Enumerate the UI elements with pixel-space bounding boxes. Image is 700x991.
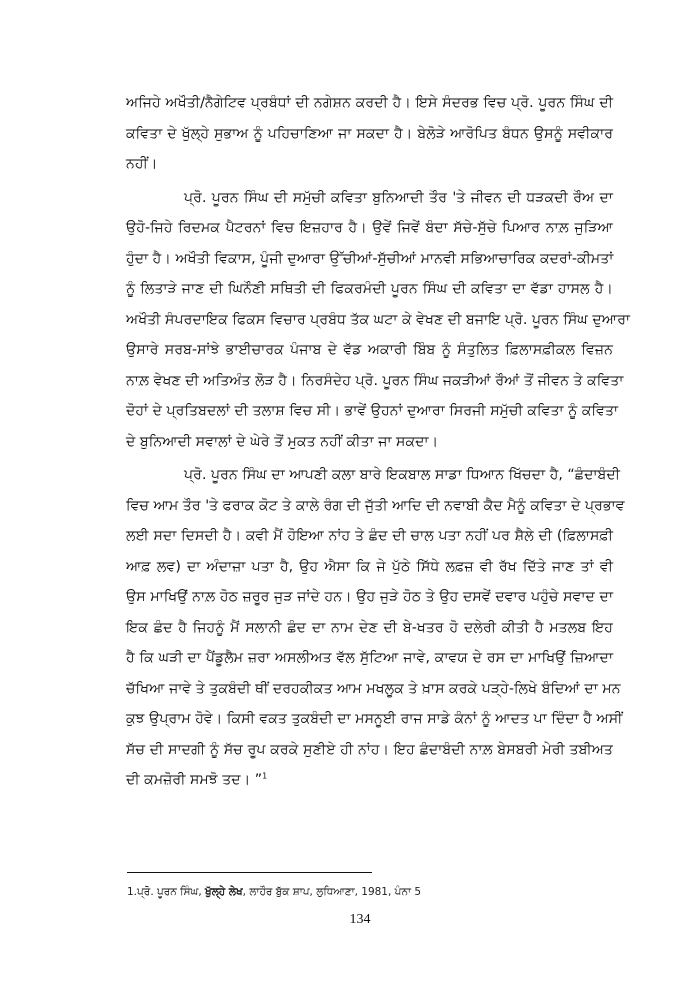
text-line: ਅਖੌਤੀ ਸੰਪਰਦਾਇਕ ਫਿਕਸ ਵਿਚਾਰ ਪ੍ਰਬੰਧ ਤੱਕ ਘਟਾ ਕੇ ਵੇਖਣ ਦੀ ਬਜਾਇ ਪ੍ਰੋ. ਪੂਰਨ ਸਿੰਘ ਦੁਆਰਾ <box>126 311 631 328</box>
text-line: ਲਈ ਸਦਾ ਦਿਸਦੀ ਹੈ। ਕਵੀ ਮੈਂ ਹੋਇਆ ਨਾਂਹ ਤੇ ਛੰਦ ਦੀ ਚਾਲ ਪਤਾ ਨਹੀਂ ਪਰ ਸ਼ੈਲੇ ਦੀ (ਫ਼ਿਲਾਸਫ਼ੀ <box>126 528 613 544</box>
footnote-author: ਪ੍ਰੋ. ਪੂਰਨ ਸਿੰਘ, <box>137 886 206 898</box>
text-line: ਦੇ ਬੁਨਿਆਦੀ ਸਵਾਲਾਂ ਦੇ ਘੇਰੇ ਤੋਂ ਮੁਕਤ ਨਹੀਂ ਕੀਤਾ ਜਾ ਸਕਦਾ। <box>126 433 439 450</box>
text-line: ਆਫ਼ ਲਵ) ਦਾ ਅੰਦਾਜ਼ਾ ਪਤਾ ਹੈ, ਉਹ ਐਸਾ ਕਿ ਜੇ ਪੁੱਠੇ ਸਿੱਧੇ ਲਫ਼ਜ਼ ਵੀ ਰੱਖ ਦਿੱਤੇ ਜਾਣ ਤਾਂ ਵੀ <box>126 558 613 575</box>
text-line: ਨਹੀਂ। <box>126 156 158 172</box>
text-line-final <box>126 765 613 796</box>
text-line: ਚੱਖਿਆ ਜਾਵੇ ਤੇ ਤੁਕਬੰਦੀ ਥੀਂ ਦਰਹਕੀਕਤ ਆਮ ਮਖਲੂਕ ਤੇ ਖ਼ਾਸ ਕਰਕੇ ਪੜ੍ਹੇ-ਲਿਖੇ ਬੰਦਿਆਂ ਦਾ ਮਨ <box>126 680 621 697</box>
text-line: ਹੁੰਦਾ ਹੈ। ਅਖੌਤੀ ਵਿਕਾਸ, ਪੂੰਜੀ ਦੁਆਰਾ ਉੱਚੀਆਂ-ਸੁੱਚੀਆਂ ਮਾਨਵੀ ਸਭਿਆਚਾਰਿਕ ਕਦਰਾਂ-ਕੀਮਤਾਂ <box>126 250 614 267</box>
text-line: ਦੋਹਾਂ ਦੇ ਪ੍ਰਤਿਬਦਲਾਂ ਦੀ ਤਲਾਸ਼ ਵਿਚ ਸੀ। ਭਾਵੇਂ ਉਹਨਾਂ ਦੁਆਰਾ ਸਿਰਜੀ ਸਮੁੱਚੀ ਕਵਿਤਾ ਨੂੰ ਕਵਿਤਾ <box>126 403 619 419</box>
body-text <box>126 88 631 796</box>
text-line: ਕੁਝ ਉਪ੍ਰਾਮ ਹੋਵੇ। ਕਿਸੀ ਵਕਤ ਤੁਕਬੰਦੀ ਦਾ ਮਸਨੂਈ ਰਾਜ ਸਾਡੇ ਕੰਨਾਂ ਨੂੰ ਆਦਤ ਪਾ ਦਿੰਦਾ ਹੈ ਅਸੀਂ <box>126 711 623 727</box>
page-number: 134 <box>349 912 371 927</box>
text-line: ਨੂੰ ਲਿਤਾੜੇ ਜਾਣ ਦੀ ਘਿਨੌਣੀ ਸਥਿਤੀ ਦੀ ਫਿਕਰਮੰਦੀ ਪੂਰਨ ਸਿੰਘ ਦੀ ਕਵਿਤਾ ਦਾ ਵੱਡਾ ਹਾਸਲ ਹੈ। <box>126 281 613 297</box>
text-line: ਅਜਿਹੇ ਅਖੌਤੀ/ਨੈਗੇਟਿਵ ਪ੍ਰਬੰਧਾਂ ਦੀ ਨਗੇਸ਼ਨ ਕਰਦੀ ਹੈ। ਇਸੇ ਸੰਦਰਭ ਵਿਚ ਪ੍ਰੋ. ਪੂਰਨ ਸਿੰਘ ਦੀ <box>126 95 613 111</box>
footnote-number: 1. <box>127 886 138 898</box>
text-line-content: ਦੀ ਕਮਜ਼ੋਰੀ ਸਮਝੋ ਤਦ। ” <box>126 772 263 788</box>
text-line: ਉਸਾਰੇ ਸਰਬ-ਸਾਂਝੇ ਭਾਈਚਾਰਕ ਪੰਜਾਬ ਦੇ ਵੱਡ ਅਕਾਰੀ ਬਿੰਬ ਨੂੰ ਸੰਤੁਲਿਤ ਫ਼ਿਲਾਸਫ਼ੀਕਲ ਵਿਜ਼ਨ <box>126 342 613 358</box>
paragraph-1 <box>126 88 613 180</box>
text-line: ਉਹੋ-ਜਿਹੇ ਰਿਦਮਕ ਪੈਟਰਨਾਂ ਵਿਚ ਇਜ਼ਹਾਰ ਹੈ। ਉਵੇਂ ਜਿਵੇਂ ਬੰਦਾ ਸੱਚੇ-ਸੁੱਚੇ ਪਿਆਰ ਨਾਲ਼ ਜੁੜਿਆ <box>126 220 613 236</box>
text-line: ਸੱਚ ਦੀ ਸਾਦਗੀ ਨੂੰ ਸੱਚ ਰੂਪ ਕਰਕੇ ਸੁਣੀਏ ਹੀ ਨਾਂਹ। ਇਹ ਛੰਦਾਬੰਦੀ ਨਾਲ਼ ਬੇਸਬਰੀ ਮੇਰੀ ਤਬੀਅਤ <box>126 741 613 758</box>
footnote <box>127 884 421 900</box>
text-line: ਪ੍ਰੋ. ਪੂਰਨ ਸਿੰਘ ਦਾ ਆਪਣੀ ਕਲਾ ਬਾਰੇ ਇਕਬਾਲ ਸਾਡਾ ਧਿਆਨ ਖਿੱਚਦਾ ਹੈ, “ਛੰਦਾਬੰਦੀ <box>184 467 621 483</box>
footnote-separator <box>127 872 372 873</box>
paragraph-3 <box>126 460 625 796</box>
footnote-publication: , ਲਾਹੌਰ ਬੁੱਕ ਸ਼ਾਪ, ਲੁਧਿਆਣਾ, 1981, ਪੰਨਾ 5 <box>242 886 422 898</box>
footnote-reference[interactable]: 1 <box>262 771 268 781</box>
text-line: ਪ੍ਰੋ. ਪੂਰਨ ਸਿੰਘ ਦੀ ਸਮੁੱਚੀ ਕਵਿਤਾ ਬੁਨਿਆਦੀ ਤੌਰ 'ਤੇ ਜੀਵਨ ਦੀ ਧੜਕਦੀ ਰੌਅ ਦਾ <box>184 189 613 206</box>
text-line: ਵਿਚ ਆਮ ਤੌਰ 'ਤੇ ਫਰਾਕ ਕੋਟ ਤੇ ਕਾਲੇ ਰੰਗ ਦੀ ਜੁੱਤੀ ਆਦਿ ਦੀ ਨਵਾਬੀ ਕੈਦ ਮੈਨੂੰ ਕਵਿਤਾ ਦੇ ਪ੍ਰਭਾਵ <box>126 497 625 514</box>
text-line: ਨਾਲ਼ ਵੇਖਣ ਦੀ ਅਤਿਅੰਤ ਲੋੜ ਹੈ। ਨਿਰਸੰਦੇਹ ਪ੍ਰੋ. ਪੂਰਨ ਸਿੰਘ ਜਕੜੀਆਂ ਰੌਆਂ ਤੋਂ ਜੀਵਨ ਤੇ ਕਵਿਤਾ <box>126 372 624 389</box>
text-line: ਇਕ ਛੰਦ ਹੈ ਜਿਹਨੂੰ ਮੈਂ ਸਲਾਨੀ ਛੰਦ ਦਾ ਨਾਮ ਦੇਣ ਦੀ ਬੇ-ਖਤਰ ਹੋ ਦਲੇਰੀ ਕੀਤੀ ਹੈ ਮਤਲਬ ਇਹ <box>126 619 613 636</box>
text-line: ਹੈ ਕਿ ਘੜੀ ਦਾ ਪੈਂਡੂਲੈਮ ਜ਼ਰਾ ਅਸਲੀਅਤ ਵੱਲ ਸੁੱਟਿਆ ਜਾਵੇ, ਕਾਵਯ ਦੇ ਰਸ ਦਾ ਮਾਖਿਉਂ ਜ਼ਿਆਦਾ <box>126 650 613 666</box>
paragraph-2 <box>126 183 631 458</box>
text-line: ਉਸ ਮਾਖਿਉਂ ਨਾਲ਼ ਹੋਠ ਜ਼ਰੂਰ ਜੁੜ ਜਾਂਦੇ ਹਨ। ਉਹ ਜੁੜੇ ਹੋਠ ਤੇ ਉਹ ਦਸਵੇਂ ਦਵਾਰ ਪਹੁੰਚੇ ਸਵਾਦ ਦਾ <box>126 589 613 605</box>
footnote-title: ਖੁੱਲ੍ਹੇ ਲੇਖ <box>205 886 243 898</box>
text-line: ਕਵਿਤਾ ਦੇ ਖੁੱਲ੍ਹੇ ਸੁਭਾਅ ਨੂੰ ਪਹਿਚਾਣਿਆ ਜਾ ਸਕਦਾ ਹੈ। ਬੇਲੋੜੇ ਆਰੋਪਿਤ ਬੰਧਨ ਉਸਨੂੰ ਸਵੀਕਾਰ <box>126 125 613 142</box>
